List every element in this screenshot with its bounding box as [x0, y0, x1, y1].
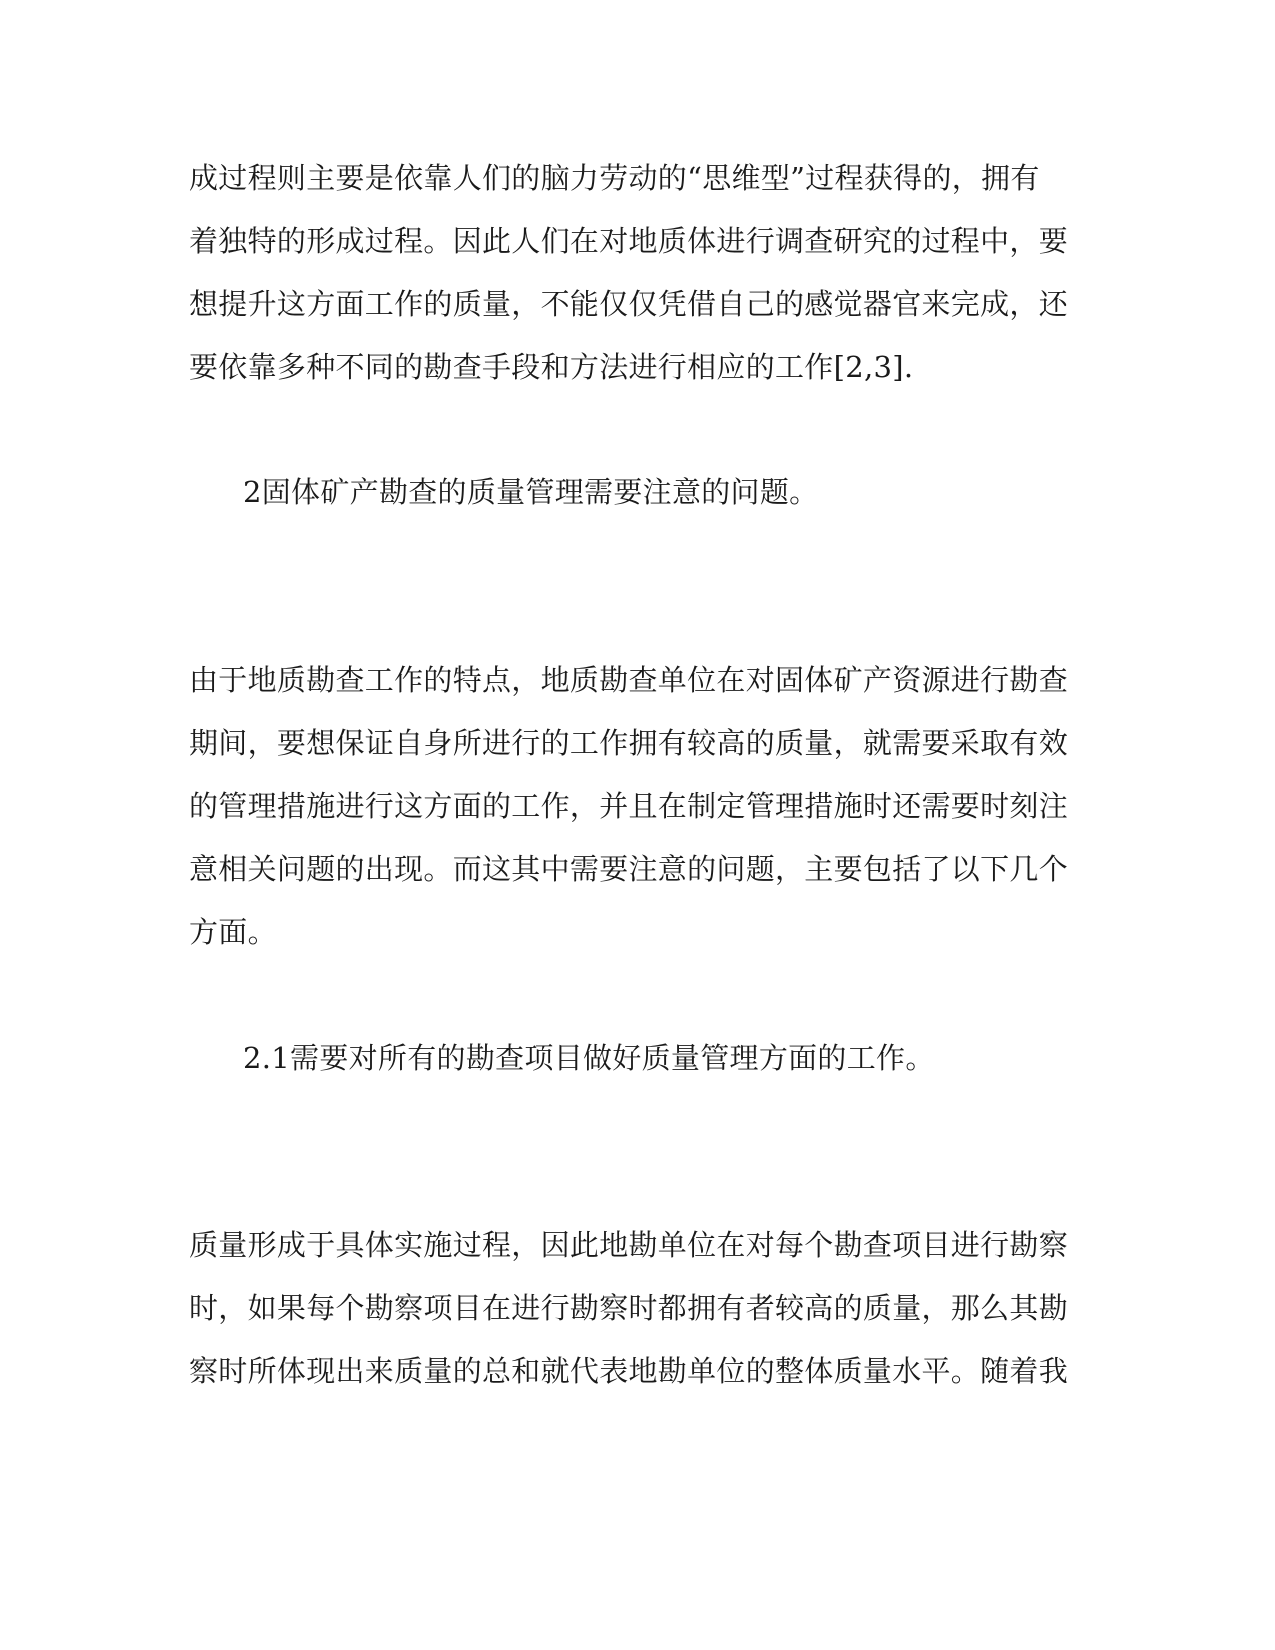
paragraph-1-line-2: 着独特的形成过程。因此人们在对地质体进行调查研究的过程中，要 [189, 224, 1069, 258]
paragraph-3-line-2: 时，如果每个勘察项目在进行勘察时都拥有者较高的质量，那么其勘 [189, 1291, 1069, 1325]
paragraph-3-line-1: 质量形成于具体实施过程，因此地勘单位在对每个勘查项目进行勘察 [189, 1228, 1069, 1262]
section-heading-2: 2固体矿产勘查的质量管理需要注意的问题。 [243, 475, 819, 509]
paragraph-2-line-5: 方面。 [189, 915, 277, 949]
paragraph-1-line-4: 要依靠多种不同的勘查手段和方法进行相应的工作[2,3]. [189, 350, 914, 384]
paragraph-2-line-2: 期间，要想保证自身所进行的工作拥有较高的质量，就需要采取有效 [189, 726, 1069, 760]
paragraph-2-line-1: 由于地质勘查工作的特点，地质勘查单位在对固体矿产资源进行勘查 [189, 663, 1069, 697]
paragraph-1-line-3: 想提升这方面工作的质量，不能仅仅凭借自己的感觉器官来完成，还 [189, 287, 1069, 321]
paragraph-1-line-1: 成过程则主要是依靠人们的脑力劳动的“思维型”过程获得的，拥有 [189, 161, 1040, 195]
paragraph-3-line-3: 察时所体现出来质量的总和就代表地勘单位的整体质量水平。随着我 [189, 1354, 1069, 1388]
section-heading-2-1: 2.1需要对所有的勘查项目做好质量管理方面的工作。 [243, 1041, 935, 1075]
paragraph-2-line-4: 意相关问题的出现。而这其中需要注意的问题，主要包括了以下几个 [189, 852, 1069, 886]
paragraph-2-line-3: 的管理措施进行这方面的工作，并且在制定管理措施时还需要时刻注 [189, 789, 1069, 823]
